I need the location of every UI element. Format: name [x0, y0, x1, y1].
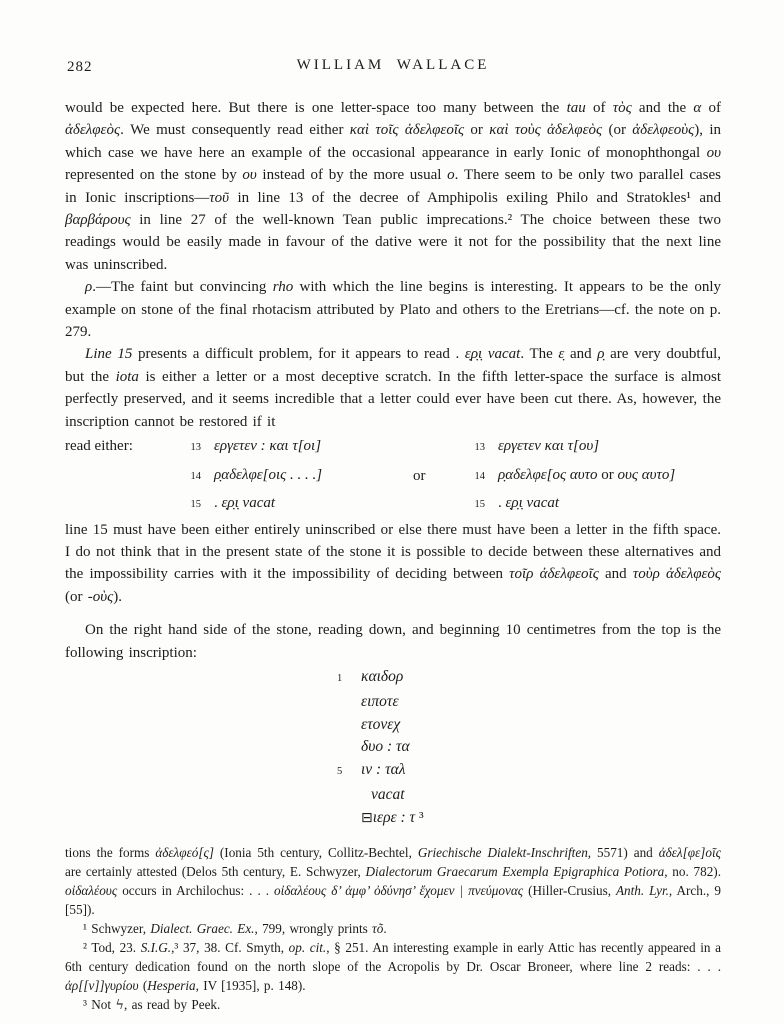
inscription-text: ιν : ταλ	[361, 761, 406, 779]
inscription-block	[337, 666, 721, 830]
paragraph-conclusion: line 15 must have been either entirely uninscribed or else there must have been a letter in the fifth space. I do not think that in the present state of the stone it is possible to decide between these alternatives and the impossibility carries with it the impossibility of deciding between τοῖρ ἀδελφεοῖς and τοὺρ ἀδελφεὸς (or -οὺς).	[65, 521, 722, 605]
inscription-line	[337, 714, 721, 737]
restoration-text: εργετεν : και τ[οι]	[214, 438, 322, 455]
restoration-text: . ε̣ρ̣ι̣ vacat	[498, 495, 560, 512]
paragraph-right-side: On the right hand side of the stone, reading down, and beginning 10 centimetres from the top is the following inscription:	[65, 622, 721, 661]
running-head: WILLIAM WALLACE	[296, 57, 490, 73]
line-number: 14	[474, 470, 485, 482]
line-number: 5	[337, 766, 343, 778]
inscription-line	[337, 666, 721, 691]
article-body	[65, 97, 721, 830]
line-number: 13	[474, 442, 485, 454]
restoration-text: ρ̣αδελφε[ος αυτο or ους αυτο]	[498, 466, 676, 483]
paragraph-letterspace: would be expected here. But there is one letter-space too many between the tau of τὸς and the α of ἀδελφεὸς. We must consequently read either καὶ τοῖς ἀδελφεοῖς or καὶ τοὺς ἀδελφεὸς (or ἀδελφεοὺς), in which case we have here an example of the occasional appearance in early Ionic of monophthongal ου represented on the stone by ου instead of by the more usual ο. There seem to be only two parallel cases in Ionic inscriptions—τοῦ in line 13 of the decree of Amphipolis exiling Philo and Stratokles¹ and βαρβάρους in line 27 of the well-known Tean public imprecations.² The choice between these two readings would be easily made in favour of the dative were it not for the possibility that the next line was uninscribed.	[65, 100, 722, 273]
paragraph-rho: ρ.—The faint but convincing rho with which the line begins is interesting. It appears to be the only example on stone of the final rhotacism attributed by Plato and others to the Eretrians—cf. the note on p. 279.	[65, 279, 721, 341]
line-number: 15	[474, 499, 485, 511]
restoration-text: . ε̣ρ̣ι̣ vacat	[214, 495, 276, 512]
restoration-right-column	[469, 433, 721, 519]
footnote-1: ¹ Schwyzer, Dialect. Graec. Ex., 799, wrongly prints τõ.	[83, 920, 387, 936]
inscription-text: ειποτε	[361, 692, 399, 710]
restoration-or-connector: or	[413, 467, 426, 484]
restoration-line	[185, 462, 409, 491]
inscription-line	[337, 807, 721, 830]
footnote-2: ² Tod, 23. S.I.G.,³ 37, 38. Cf. Smyth, op. cit., § 251. An interesting example in early Attic has recently appeared in a 6th century dedication found on the north slope of the Acropolis by Dr. Oscar Broneer, where line 2 reads: . . . ἀρ[[ν]]γυρίου (Hesperia, IV [1935], p. 148).	[65, 939, 721, 993]
restoration-text: εργετεν και τ[ου]	[498, 438, 600, 455]
line-number: 1	[337, 673, 343, 685]
inscription-text: vacat	[371, 786, 405, 804]
restoration-line	[469, 433, 721, 462]
paragraph-line15: Line 15 presents a difficult problem, for it appears to read . ε̣ρ̣ι̣ vacat. The ε̣ and ρ̣ are very doubtful, but the iota is either a letter or a most deceptive scratch. In the fifth letter-space the surface is almost perfectly preserved, and it seems incredible that a letter could ever have been cut there. As, however, the inscription cannot be restored if it	[65, 346, 721, 430]
line-number: 15	[190, 499, 201, 511]
read-either-label: read either:	[65, 438, 133, 455]
page-number: 282	[67, 59, 93, 75]
footnote-3: ³ Not ϟ, as read by Peek.	[83, 996, 221, 1013]
restoration-line	[469, 490, 721, 519]
line-number: 13	[190, 442, 201, 454]
inscription-line	[337, 736, 721, 759]
footnotes-section	[65, 843, 721, 1015]
inscription-text: καιδορ	[361, 668, 404, 686]
inscription-line	[337, 691, 721, 714]
restoration-line	[185, 490, 409, 519]
restoration-left-column	[185, 433, 409, 519]
restoration-line	[469, 462, 721, 491]
restoration-line	[185, 433, 409, 462]
page-header	[65, 57, 721, 81]
inscription-line-vacat	[337, 784, 721, 807]
inscription-text: δυο : τα	[361, 738, 410, 756]
inscription-text: ⊟ιερε : τ ³	[361, 808, 424, 826]
restoration-block	[65, 433, 721, 519]
footnote-continuation: tions the forms ἀδελφεό[ς] (Ionia 5th century, Collitz-Bechtel, Griechische Dialekt-Inschriften, 5571) and ἀδελ[φε]οῖς are certainly attested (Delos 5th century, E. Schwyzer, Dialectorum Graecarum Exempla Epigraphica Potiora, no. 782). οἰδαλέους occurs in Archilochus: . . . οἰδαλέους δ’ ἀμφ’ ὀδύνησ’ ἔχομεν | πνεύμονας (Hiller-Crusius, Anth. Lyr., Arch., 9 [55]).	[65, 844, 722, 917]
inscription-text: ετονεχ	[361, 715, 401, 733]
restoration-text: ρ̣αδελφε[οις . . . .]	[214, 466, 323, 483]
inscription-line	[337, 759, 721, 784]
line-number: 14	[190, 470, 201, 482]
